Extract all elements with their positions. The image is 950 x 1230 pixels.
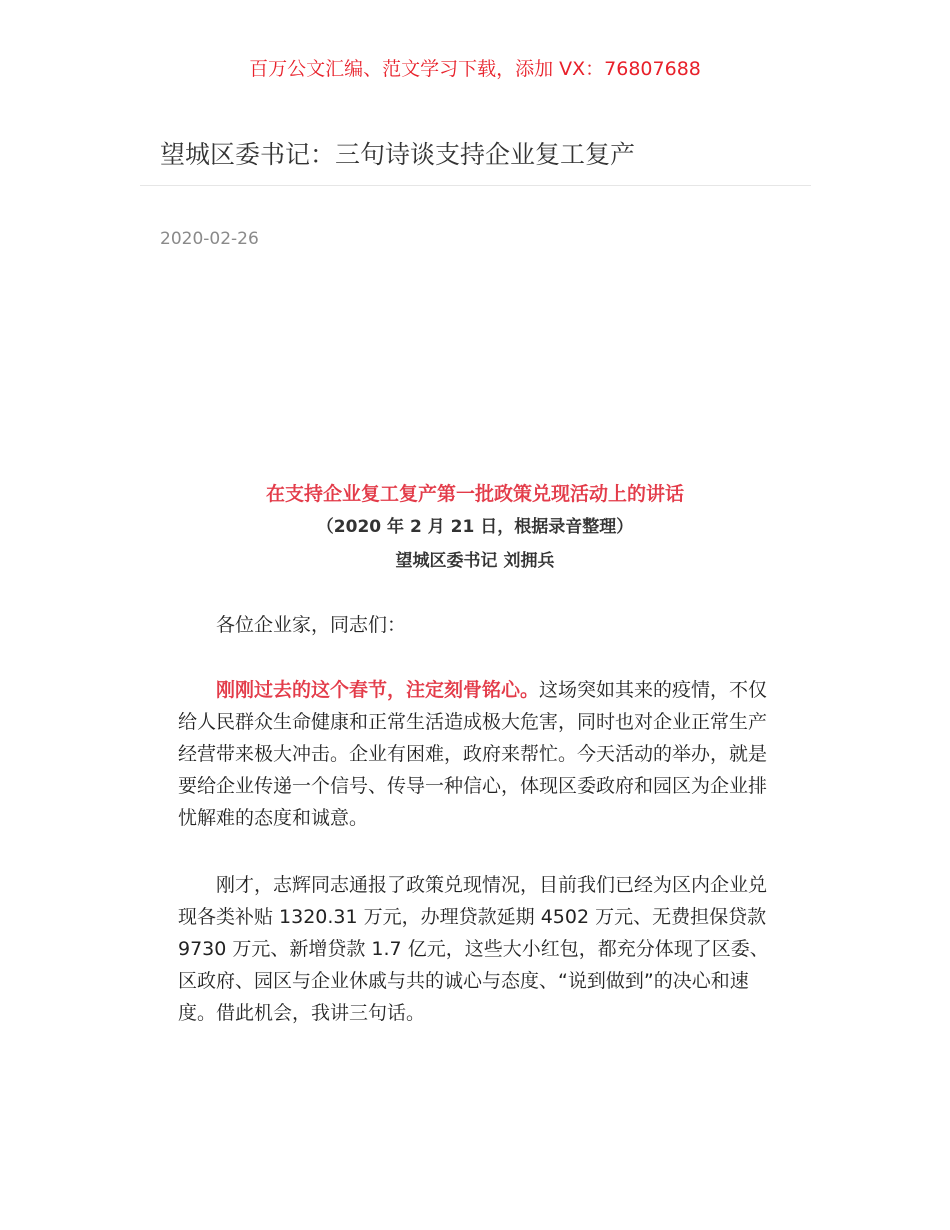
publish-date: 2020-02-26 [160,229,259,249]
highlight-sentence: 刚刚过去的这个春节，注定刻骨铭心。 [216,679,540,701]
article-title: 望城区委书记：三句诗谈支持企业复工复产 [160,140,636,169]
download-banner: 百万公文汇编、范文学习下载，添加 VX：76807688 [249,58,701,80]
greeting-paragraph: 各位企业家，同志们： [216,614,407,636]
paragraph-text: 这场突如其来的疫情，不仅给人民群众生命健康和正常生活造成极大危害，同时也对企业正常生产经营带来极大冲击。企业有困难，政府来帮忙。今天活动的举办，就是要给企业传递一个信号、传导一种信心，体现区委政府和园区为企业排忧解难的态度和诚意。 [178,679,768,829]
speech-date-note: （2020 年 2 月 21 日，根据录音整理） [316,517,634,537]
body-paragraph-2: 刚才，志辉同志通报了政策兑现情况，目前我们已经为区内企业兑现各类补贴 1320.31 万元，办理贷款延期 4502 万元、无费担保贷款 9730 万元、新增贷款 1.7 亿元，这些大小红包，都充分体现了区委、区政府、园区与企业休戚与共的诚心与态度、“说到做到”的决心和速度。借此机会，我讲三句话。 [178,874,769,1024]
speech-title: 在支持企业复工复产第一批政策兑现活动上的讲话 [265,483,684,505]
title-divider [140,185,811,186]
body-paragraph-1 [178,674,774,834]
speech-author: 望城区委书记 刘拥兵 [395,551,555,571]
